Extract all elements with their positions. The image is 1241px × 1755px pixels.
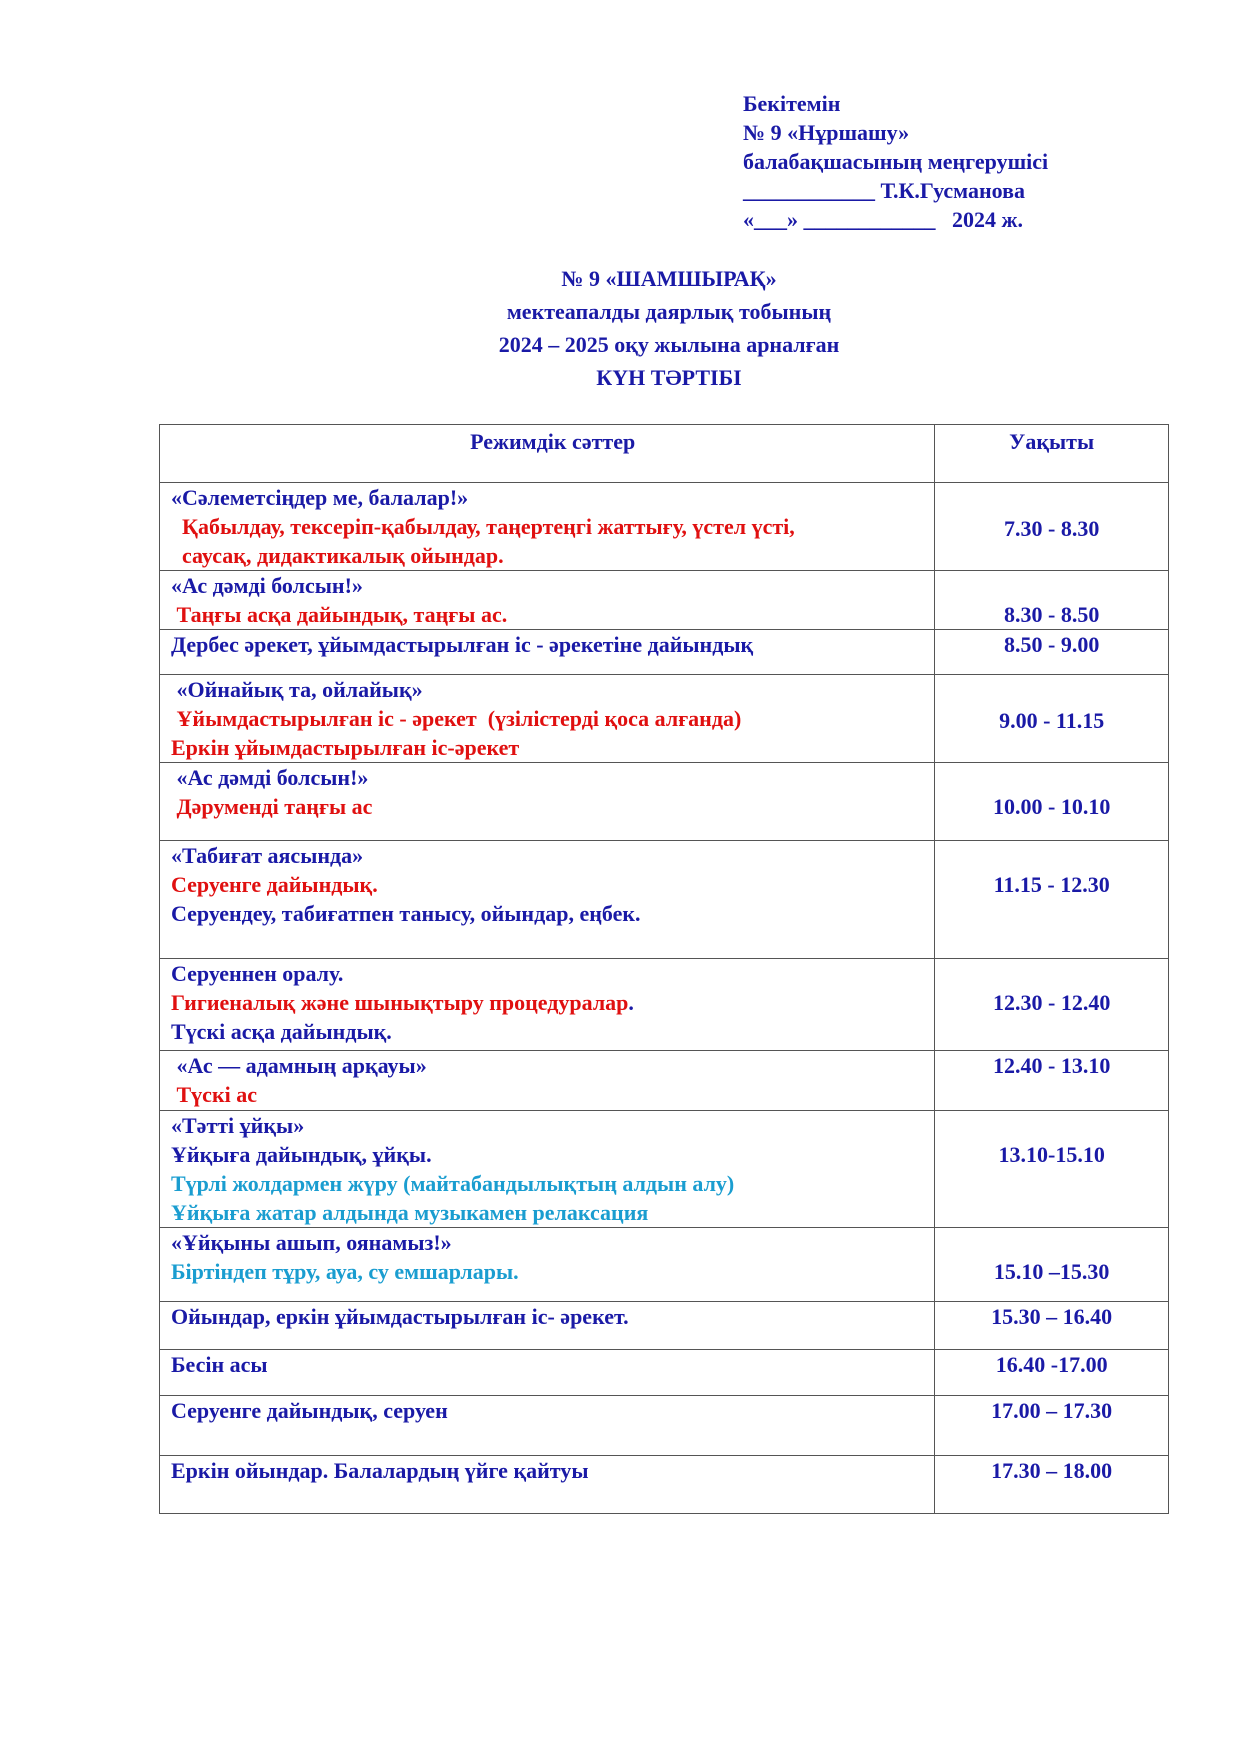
- mode-line: [171, 630, 934, 659]
- approval-line: ____________ Т.К.Гусманова: [743, 178, 1026, 203]
- mode-line: [171, 733, 934, 762]
- mode-line-text: Серуенге дайындық.: [171, 872, 378, 897]
- mode-line-text: Қабылдау, тексеріп-қабылдау, таңертеңгі жаттығу, үстел үсті,: [171, 514, 795, 539]
- table-row: [160, 1456, 1169, 1514]
- mode-line: [171, 1111, 934, 1140]
- mode-line-text: Еркін ойындар. Балалардың үйге қайтуы: [171, 1458, 589, 1483]
- mode-line-text: Дәрумендi таңғы ас: [171, 794, 373, 819]
- table-row: [160, 959, 1169, 1051]
- mode-line: [171, 1257, 934, 1286]
- mode-cell: [160, 1228, 935, 1302]
- mode-line: [171, 541, 934, 570]
- table-row: [160, 841, 1169, 959]
- table-row: [160, 1350, 1169, 1396]
- mode-line: [171, 959, 934, 988]
- table-row: [160, 763, 1169, 841]
- mode-line: [171, 1140, 934, 1169]
- mode-line-text: Түрлі жолдармен жүру (майтабандылықтың алдын алу): [171, 1171, 735, 1196]
- mode-line-text: Дербес әрекет, ұйымдастырылған іс - әрекетіне дайындық: [171, 632, 754, 657]
- mode-line-text: «Ас — адамның арқауы»: [171, 1053, 427, 1078]
- time-value: 9.00 - 11.15: [999, 708, 1105, 733]
- table-row: [160, 1396, 1169, 1456]
- mode-line: [171, 899, 934, 928]
- mode-line: [171, 571, 934, 600]
- time-cell: [935, 1350, 1169, 1396]
- mode-line: [171, 988, 934, 1017]
- mode-line-text: «Ас дәмді болсын!»: [171, 573, 363, 598]
- mode-line: [171, 1228, 934, 1257]
- mode-line-text: Түскі асқа дайындық.: [171, 1019, 392, 1044]
- mode-line-text: Ойындар, еркін ұйымдастырылған іс- әрекет.: [171, 1304, 629, 1329]
- time-value: 15.30 – 16.40: [991, 1304, 1113, 1329]
- mode-cell: [160, 1456, 935, 1514]
- title-line: КҮН ТӘРТІБІ: [596, 365, 742, 390]
- time-value: 12.40 - 13.10: [993, 1053, 1111, 1078]
- mode-cell: [160, 571, 935, 630]
- time-cell: [935, 1228, 1169, 1302]
- time-cell: [935, 841, 1169, 959]
- time-cell: [935, 675, 1169, 763]
- mode-line: [171, 1051, 934, 1080]
- mode-line: [171, 512, 934, 541]
- mode-line-text: Серуеннен оралу.: [171, 961, 344, 986]
- table-row: [160, 1111, 1169, 1228]
- approval-line: «___» ____________ 2024 ж.: [743, 207, 1023, 232]
- approval-line: Бекітемін: [743, 91, 841, 116]
- time-cell: [935, 1111, 1169, 1228]
- mode-line-text: Ұйқыға дайындық, ұйқы.: [171, 1142, 432, 1167]
- mode-line-text: Біртіндеп тұру, ауа, су емшарлары.: [171, 1259, 519, 1284]
- time-value: 10.00 - 10.10: [993, 794, 1111, 819]
- mode-line: [171, 1080, 934, 1109]
- approval-line: № 9 «Нұршашу»: [743, 120, 910, 145]
- mode-line: [171, 1169, 934, 1198]
- time-value: 7.30 - 8.30: [1004, 516, 1100, 541]
- time-value: 15.10 –15.30: [993, 1259, 1110, 1284]
- mode-line: [171, 792, 934, 821]
- time-cell: [935, 959, 1169, 1051]
- mode-line-text: «Ойнайық та, ойлайық»: [171, 677, 423, 702]
- mode-line: [171, 675, 934, 704]
- mode-cell: [160, 959, 935, 1051]
- mode-line-text: «Тәтті ұйқы»: [171, 1113, 305, 1138]
- time-value: 16.40 -17.00: [995, 1352, 1108, 1377]
- mode-line-text: Еркін ұйымдастырылған іс-әрекет: [171, 735, 520, 760]
- mode-cell: [160, 841, 935, 959]
- mode-line: [171, 763, 934, 792]
- mode-line-text: Ұйымдастырылған іс - әрекет (үзілістерді қоса алғанда): [171, 706, 742, 731]
- mode-line-text: Таңғы асқа дайындық, таңғы ас.: [171, 602, 508, 627]
- time-cell: [935, 630, 1169, 675]
- mode-cell: [160, 1111, 935, 1228]
- time-value: 17.30 – 18.00: [991, 1458, 1113, 1483]
- mode-line: [171, 1456, 934, 1485]
- mode-line: [171, 1396, 934, 1425]
- header-time: Уақыты: [935, 425, 1169, 483]
- title-line: № 9 «ШАМШЫРАҚ»: [561, 266, 777, 291]
- table-row: [160, 1051, 1169, 1111]
- mode-line: [171, 1017, 934, 1046]
- table-row: [160, 630, 1169, 675]
- mode-cell: [160, 1302, 935, 1350]
- mode-cell: [160, 1051, 935, 1111]
- time-cell: [935, 571, 1169, 630]
- mode-cell: [160, 483, 935, 571]
- mode-line-text: Бесін асы: [171, 1352, 268, 1377]
- approval-block: [743, 89, 1048, 234]
- time-value: 11.15 - 12.30: [993, 872, 1110, 897]
- mode-line-text: Серуенге дайындық, серуен: [171, 1398, 448, 1423]
- time-cell: [935, 483, 1169, 571]
- mode-line-text: саусақ, дидактикалық ойындар.: [171, 543, 504, 568]
- time-value: 12.30 - 12.40: [993, 990, 1111, 1015]
- table-row: [160, 571, 1169, 630]
- time-cell: [935, 1302, 1169, 1350]
- time-value: 17.00 – 17.30: [991, 1398, 1113, 1423]
- title-line: мектеапалды даярлық тобының: [506, 299, 832, 324]
- mode-line: [171, 704, 934, 733]
- mode-cell: [160, 763, 935, 841]
- mode-line-suffix: .: [628, 990, 634, 1015]
- table-header-row: [160, 425, 1169, 483]
- table-row: [160, 1302, 1169, 1350]
- mode-cell: [160, 1350, 935, 1396]
- mode-line: [171, 841, 934, 870]
- mode-line-text: Серуендеу, табиғатпен танысу, ойындар, еңбек.: [171, 901, 641, 926]
- time-value: 8.30 - 8.50: [1004, 602, 1100, 627]
- mode-cell: [160, 1396, 935, 1456]
- mode-line: [171, 870, 934, 899]
- schedule-table: [159, 424, 1169, 1514]
- header-mode: Режимдік сәттер: [160, 425, 935, 483]
- mode-cell: [160, 675, 935, 763]
- mode-line-text: «Ас дәмді болсын!»: [171, 765, 369, 790]
- time-cell: [935, 1051, 1169, 1111]
- time-cell: [935, 1396, 1169, 1456]
- table-row: [160, 1228, 1169, 1302]
- table-row: [160, 675, 1169, 763]
- title-line: 2024 – 2025 оқу жылына арналған: [498, 332, 840, 357]
- table-row: [160, 483, 1169, 571]
- mode-line: [171, 600, 934, 629]
- mode-line-text: Түскі ас: [171, 1082, 257, 1107]
- time-value: 13.10-15.10: [998, 1142, 1105, 1167]
- mode-line: [171, 1302, 934, 1331]
- mode-line: [171, 483, 934, 512]
- mode-line: [171, 1350, 934, 1379]
- document-title: [0, 262, 1241, 394]
- time-value: 8.50 - 9.00: [1004, 632, 1100, 657]
- mode-line-text: Гигиеналық және шынықтыру процедуралар: [171, 990, 629, 1015]
- mode-line-text: «Ұйқыны ашып, оянамыз!»: [171, 1230, 452, 1255]
- mode-line-text: «Сәлеметсіңдер ме, балалар!»: [171, 485, 469, 510]
- time-cell: [935, 1456, 1169, 1514]
- mode-line-text: Ұйқыға жатар алдында музыкамен релаксация: [171, 1200, 649, 1225]
- mode-cell: [160, 630, 935, 675]
- approval-line: балабақшасының меңгерушісі: [743, 149, 1049, 174]
- mode-line-text: «Табиғат аясында»: [171, 843, 364, 868]
- time-cell: [935, 763, 1169, 841]
- mode-line: [171, 1198, 934, 1227]
